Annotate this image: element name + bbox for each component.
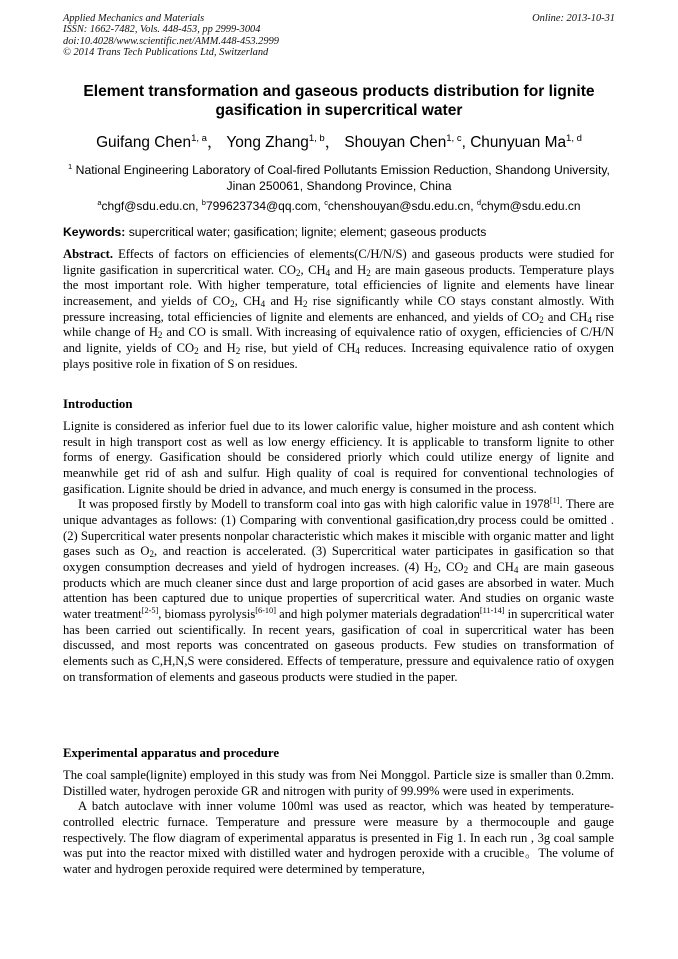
keywords-label: Keywords: <box>63 225 126 239</box>
citation[interactable]: [1] <box>549 496 560 506</box>
section-heading-experimental: Experimental apparatus and procedure <box>63 746 280 760</box>
doi-line: doi:10.4028/www.scientific.net/AMM.448-453.2999 <box>63 35 279 47</box>
abstract-text: Effects of factors on efficiencies of elements(C/H/N/S) and gaseous products were studied for lignite gasification in supercritical water. CO <box>63 247 614 277</box>
author-name: Guifang Chen <box>96 134 192 151</box>
abstract-label: Abstract. <box>63 247 114 261</box>
experimental-body <box>63 768 614 878</box>
email-mark: c <box>324 198 328 207</box>
paragraph: It was proposed firstly by Modell to transform coal into gas with high calorific value in 1978[1]. There are unique advantages as follows: (1) Comparing with conventional gasification,dry process could be omitted . (2) Supercritical water presents nonpolar characteristic which makes it miscible with organic matter and light gases such as $O_2$, and reaction is accelerated. (3) Supercritical water participates in gasification so that oxygen consumption decreases and yield of hydrogen increases. (4) $H_2$, $CO_2$ and $CH_4$ are main gaseous products which are much cleaner since dust and large proportion of acid gases are absorbed in water. Much attention has been captured due to unique properties of supercritical water. And studies on organic waste water treatment[2-5], biomass pyrolysis[6-10] and high polymer materials degradation[11-14] in supercritical water has been carried out scientifically. In recent years, gasification of coal in supercritical water has been discussed, and most reports was concentrated on gaseous products. Few studies on transformation of elements such as C,H,N,S were considered. Effects of temperature, pressure and equivalence ratio of oxygen on transformation of elements and gaseous products were studied in the paper. <box>63 496 615 684</box>
affiliation-text: National Engineering Laboratory of Coal-fired Pollutants Emission Reduction, Shandong University, Jinan 250061, Shandong Province, China <box>75 163 610 193</box>
author-affiliation-mark: 1, b <box>308 132 325 144</box>
affiliation <box>60 159 618 194</box>
email-mark: a <box>97 198 102 207</box>
email-address[interactable]: chgf@sdu.edu.cn, <box>101 199 202 213</box>
citation[interactable]: [6-10] <box>255 605 276 615</box>
journal-header <box>63 13 279 59</box>
author-separator: ， <box>324 134 341 151</box>
email-mark: b <box>201 198 206 207</box>
section-heading-introduction: Introduction <box>63 397 133 411</box>
introduction-body <box>63 419 614 685</box>
issn-line: ISSN: 1662-7482, Vols. 448-453, pp 2999-3004 <box>63 24 261 36</box>
email-list <box>40 198 638 213</box>
online-date: Online: 2013-10-31 <box>532 13 615 24</box>
email-address[interactable]: chenshouyan@sdu.edu.cn, <box>327 199 477 213</box>
citation[interactable]: [11-14] <box>479 605 505 615</box>
author-affiliation-mark: 1, c <box>446 132 462 144</box>
author-name: Chunyuan Ma <box>470 134 567 151</box>
author-name: Yong Zhang <box>226 134 309 151</box>
affiliation-mark: 1 <box>68 162 73 171</box>
email-mark: d <box>476 198 482 207</box>
citation[interactable]: [2-5] <box>141 605 159 615</box>
author-list <box>40 130 638 152</box>
abstract: Abstract. Effects of factors on efficiencies of elements(C/H/N/S) and gaseous products were studied for lignite gasification in supercritical water. $CO_2$, $CH_4$ and $H_2$ are main gaseous products. Temperature plays the most important role. With higher temperature, total efficiencies of lignite and elements have linear increasement, and yields of $CO_2$, $CH_4$ and $H_2$ rise significantly while CO stays constant almostly. With pressure increasing, total efficiencies of lignite and elements are enhanced, and yields of $CO_2$ and $CH_4$ rise while change of $H_2$ and CO is small. With increasing of equivalence ratio of oxygen, efficiencies of C/H/N and lignite, yields of $CO_2$ and $H_2$ rise, but yield of $CH_4$ reduces. Increasing equivalence ratio of oxygen plays positive role in fixation of S on residues. <box>63 247 615 371</box>
author-separator: , <box>461 134 471 151</box>
paragraph: The coal sample(lignite) employed in this study was from Nei Monggol. Particle size is smaller than 0.2mm. Distilled water, hydrogen peroxide GR and nitrogen with purity of 99.99% were used in experiments. <box>63 768 614 798</box>
paragraph: A batch autoclave with inner volume 100ml was used as reactor, which was heated by temperature-controlled electric furnace. Temperature and pressure were measure by a thermocouple and gauge respectively. The flow diagram of experimental apparatus is presented in Fig 1. In each run , 3g coal sample was put into the reactor mixed with distilled water and hydrogen peroxide with a crucible。The volume of water and hydrogen peroxide required were determined by temperature, <box>63 799 614 876</box>
journal-name: Applied Mechanics and Materials <box>63 13 205 24</box>
keywords <box>63 225 486 239</box>
author-name: Shouyan Chen <box>344 134 447 151</box>
paper-title: Element transformation and gaseous products distribution for lignite gasification in supercritical water <box>83 83 595 119</box>
paragraph: Lignite is considered as inferior fuel due to its lower calorific value, higher moisture and ash content which result in high transport cost as well as low energy efficiency. It is applicable to transform lignite to other forms of energy. Gasification should be considered priorly which could utilize energy of lignite and meanwhile get rid of ash and sulfur. High quality of coal is required for conventional technologies of gasification. Lignite should be dried in advance, and much energy is consumed in the process. <box>63 419 614 496</box>
author-affiliation-mark: 1, d <box>566 132 582 144</box>
keywords-text: supercritical water; gasification; lignite; element; gaseous products <box>128 225 487 239</box>
author-affiliation-mark: 1, a <box>191 132 207 144</box>
email-address[interactable]: 799623734@qq.com, <box>205 199 325 213</box>
author-separator: ， <box>206 134 223 151</box>
email-address[interactable]: chym@sdu.edu.cn <box>481 199 581 213</box>
copyright-line: © 2014 Trans Tech Publications Ltd, Switzerland <box>63 47 269 59</box>
